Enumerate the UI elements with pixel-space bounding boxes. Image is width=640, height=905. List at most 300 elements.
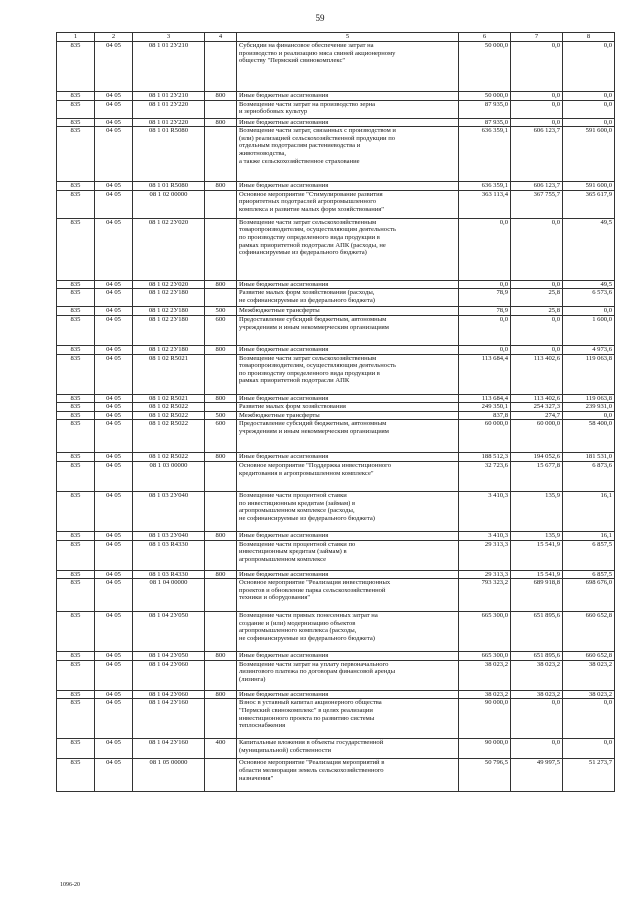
amount-year2-cell: 15 541,9: [511, 540, 563, 570]
description-line: проектов и обновление парка сельскохозяйственной: [239, 586, 386, 594]
amount-year2-cell: 0,0: [511, 100, 563, 118]
target-article-cell: 08 1 02 R5022: [133, 420, 205, 453]
target-article-cell: 08 1 02 2У180: [133, 289, 205, 307]
description-cell: [237, 280, 459, 289]
expense-type-cell: 400: [205, 739, 237, 759]
section-code-cell: 04 05: [95, 491, 133, 531]
amount-year1-cell: 78,9: [459, 307, 511, 316]
description-line: Межбюджетные трансферты: [239, 411, 320, 419]
target-article-cell: 08 1 01 R5080: [133, 182, 205, 191]
expense-type-cell: 800: [205, 570, 237, 579]
description-line: Иные бюджетные ассигнования: [239, 570, 329, 578]
description-line: Возмещение части затрат сельскохозяйственным: [239, 218, 377, 226]
amount-year2-cell: 60 000,0: [511, 420, 563, 453]
description-cell: [237, 345, 459, 354]
amount-year3-cell: 0,0: [563, 307, 615, 316]
section-code-cell: 04 05: [95, 739, 133, 759]
table-row: [57, 690, 615, 699]
header-cell: 1: [57, 33, 95, 42]
target-article-cell: 08 1 02 2У180: [133, 315, 205, 345]
amount-year2-cell: 38 023,2: [511, 660, 563, 690]
table-row: [57, 491, 615, 531]
ministry-code-cell: 835: [57, 690, 95, 699]
description-cell: [237, 100, 459, 118]
expense-type-cell: 800: [205, 394, 237, 403]
expense-type-cell: 800: [205, 92, 237, 101]
header-cell: 7: [511, 33, 563, 42]
description-line: назначения": [239, 774, 274, 782]
amount-year3-cell: 239 931,0: [563, 403, 615, 412]
target-article-cell: 08 1 01 2У220: [133, 100, 205, 118]
amount-year2-cell: 0,0: [511, 92, 563, 101]
expense-type-cell: [205, 660, 237, 690]
expense-type-cell: 800: [205, 182, 237, 191]
description-cell: [237, 403, 459, 412]
amount-year1-cell: 60 000,0: [459, 420, 511, 453]
expense-type-cell: [205, 42, 237, 92]
amount-year2-cell: 367 755,7: [511, 190, 563, 218]
amount-year2-cell: 25,8: [511, 307, 563, 316]
header-cell: 6: [459, 33, 511, 42]
section-code-cell: 04 05: [95, 531, 133, 540]
target-article-cell: 08 1 03 R4330: [133, 540, 205, 570]
description-line: техники и оборудования": [239, 594, 311, 602]
amount-year3-cell: 0,0: [563, 699, 615, 739]
expense-type-cell: [205, 218, 237, 280]
description-line: Возмещение части затрат на производство зерна: [239, 100, 376, 108]
description-cell: [237, 127, 459, 182]
ministry-code-cell: 835: [57, 491, 95, 531]
amount-year1-cell: 793 323,2: [459, 579, 511, 612]
amount-year1-cell: 636 359,1: [459, 127, 511, 182]
ministry-code-cell: 835: [57, 307, 95, 316]
amount-year1-cell: 90 000,0: [459, 699, 511, 739]
amount-year2-cell: 25,8: [511, 289, 563, 307]
section-code-cell: 04 05: [95, 354, 133, 394]
table-row: [57, 652, 615, 661]
table-row: [57, 100, 615, 118]
header-cell: 4: [205, 33, 237, 42]
description-line: кредитования в агропромышленном комплексе": [239, 469, 374, 477]
description-cell: [237, 660, 459, 690]
amount-year2-cell: 135,9: [511, 491, 563, 531]
ministry-code-cell: 835: [57, 612, 95, 652]
target-article-cell: 08 1 03 R4330: [133, 570, 205, 579]
ministry-code-cell: 835: [57, 182, 95, 191]
table-row: [57, 403, 615, 412]
table-row: [57, 118, 615, 127]
description-cell: [237, 699, 459, 739]
description-line: а также сельскохозяйственное страхование: [239, 157, 360, 165]
ministry-code-cell: 835: [57, 218, 95, 280]
description-line: Межбюджетные трансферты: [239, 307, 320, 315]
amount-year2-cell: 274,7: [511, 411, 563, 420]
amount-year2-cell: 49 997,5: [511, 759, 563, 792]
amount-year2-cell: 15 677,8: [511, 461, 563, 491]
description-line: инвестиционного проекта по развитию системы: [239, 714, 375, 722]
description-line: "Пермский свинокомплекс" в целях реализации: [239, 706, 373, 714]
amount-year3-cell: 119 063,8: [563, 354, 615, 394]
budget-table: [56, 32, 615, 792]
ministry-code-cell: 835: [57, 531, 95, 540]
description-cell: [237, 579, 459, 612]
amount-year1-cell: 29 313,3: [459, 540, 511, 570]
ministry-code-cell: 835: [57, 579, 95, 612]
description-cell: [237, 690, 459, 699]
amount-year3-cell: 6 857,5: [563, 570, 615, 579]
description-line: Предоставление субсидий бюджетным, автономным: [239, 420, 387, 428]
description-cell: [237, 354, 459, 394]
table-row: [57, 42, 615, 92]
description-line: животноводства,: [239, 149, 287, 157]
description-line: создание и (или) модернизацию объектов: [239, 619, 356, 627]
section-code-cell: 04 05: [95, 453, 133, 462]
expense-type-cell: [205, 289, 237, 307]
section-code-cell: 04 05: [95, 394, 133, 403]
section-code-cell: 04 05: [95, 403, 133, 412]
amount-year3-cell: 591 600,0: [563, 127, 615, 182]
amount-year1-cell: 665 300,0: [459, 652, 511, 661]
description-line: учреждениям и иным некоммерческим организациям: [239, 427, 389, 435]
table-row: [57, 570, 615, 579]
description-line: Иные бюджетные ассигнования: [239, 280, 329, 288]
table-row: [57, 531, 615, 540]
description-line: Развитие малых форм хозяйствования (расходы,: [239, 289, 375, 297]
amount-year2-cell: 0,0: [511, 218, 563, 280]
description-line: Возмещение части затрат на уплату первоначального: [239, 660, 389, 668]
description-line: Основное мероприятие "Реализация инвестиционных: [239, 579, 391, 587]
description-cell: [237, 289, 459, 307]
description-line: по инвестиционным кредитам (займам) в: [239, 499, 356, 507]
ministry-code-cell: 835: [57, 759, 95, 792]
ministry-code-cell: 835: [57, 420, 95, 453]
description-line: Иные бюджетные ассигнования: [239, 182, 329, 190]
amount-year1-cell: 837,8: [459, 411, 511, 420]
amount-year3-cell: 6 573,6: [563, 289, 615, 307]
description-line: отдельным подотраслям растениеводства и: [239, 142, 361, 150]
amount-year3-cell: 0,0: [563, 411, 615, 420]
section-code-cell: 04 05: [95, 759, 133, 792]
amount-year3-cell: 58 400,0: [563, 420, 615, 453]
target-article-cell: 08 1 04 2У060: [133, 660, 205, 690]
description-cell: [237, 570, 459, 579]
expense-type-cell: [205, 759, 237, 792]
section-code-cell: 04 05: [95, 540, 133, 570]
target-article-cell: 08 1 04 2У050: [133, 612, 205, 652]
expense-type-cell: 800: [205, 453, 237, 462]
amount-year1-cell: 32 723,6: [459, 461, 511, 491]
section-code-cell: 04 05: [95, 652, 133, 661]
description-cell: [237, 739, 459, 759]
description-line: Капитальные вложения в объекты государственной: [239, 739, 384, 747]
amount-year2-cell: 0,0: [511, 699, 563, 739]
amount-year3-cell: 660 652,8: [563, 652, 615, 661]
amount-year3-cell: 0,0: [563, 118, 615, 127]
section-code-cell: 04 05: [95, 420, 133, 453]
description-cell: [237, 531, 459, 540]
description-cell: [237, 612, 459, 652]
description-line: Возмещение части процентной ставки по: [239, 540, 356, 548]
description-line: не софинансируемые из федерального бюджета): [239, 514, 375, 522]
amount-year3-cell: 38 023,2: [563, 660, 615, 690]
ministry-code-cell: 835: [57, 315, 95, 345]
description-line: рамках приоритетной подотрасли АПК: [239, 377, 350, 385]
amount-year2-cell: 194 052,6: [511, 453, 563, 462]
expense-type-cell: 800: [205, 280, 237, 289]
page-number: 59: [315, 13, 325, 23]
ministry-code-cell: 835: [57, 652, 95, 661]
description-cell: [237, 42, 459, 92]
ministry-code-cell: 835: [57, 354, 95, 394]
target-article-cell: 08 1 02 2У180: [133, 345, 205, 354]
target-article-cell: 08 1 02 2У020: [133, 218, 205, 280]
amount-year1-cell: 665 300,0: [459, 612, 511, 652]
amount-year2-cell: 15 541,9: [511, 570, 563, 579]
description-line: по производству определенного вида продукции в: [239, 369, 380, 377]
description-line: области мелиорации земель сельскохозяйственного: [239, 766, 384, 774]
amount-year1-cell: 50 000,0: [459, 42, 511, 92]
ministry-code-cell: 835: [57, 100, 95, 118]
amount-year3-cell: 49,5: [563, 280, 615, 289]
amount-year3-cell: 660 652,8: [563, 612, 615, 652]
amount-year1-cell: 78,9: [459, 289, 511, 307]
table-row: [57, 289, 615, 307]
amount-year1-cell: 0,0: [459, 315, 511, 345]
description-line: товаропроизводителям, осуществляющим деятельность: [239, 226, 397, 234]
header-cell: 3: [133, 33, 205, 42]
description-cell: [237, 315, 459, 345]
section-code-cell: 04 05: [95, 570, 133, 579]
target-article-cell: 08 1 02 R5022: [133, 403, 205, 412]
table-row: [57, 345, 615, 354]
ministry-code-cell: 835: [57, 92, 95, 101]
ministry-code-cell: 835: [57, 540, 95, 570]
footer-code: 1096-20: [60, 882, 80, 888]
target-article-cell: 08 1 01 R5080: [133, 127, 205, 182]
ministry-code-cell: 835: [57, 345, 95, 354]
amount-year1-cell: 636 359,1: [459, 182, 511, 191]
ministry-code-cell: 835: [57, 190, 95, 218]
description-line: не софинансируемые из федерального бюджета): [239, 634, 375, 642]
description-line: Иные бюджетные ассигнования: [239, 531, 329, 539]
target-article-cell: 08 1 03 2У040: [133, 491, 205, 531]
description-cell: [237, 461, 459, 491]
table-row: [57, 218, 615, 280]
description-line: агропромышленного комплекса (расходы,: [239, 627, 357, 635]
amount-year2-cell: 0,0: [511, 315, 563, 345]
expense-type-cell: 600: [205, 315, 237, 345]
ministry-code-cell: 835: [57, 394, 95, 403]
description-cell: [237, 218, 459, 280]
table-row: [57, 759, 615, 792]
description-line: Субсидии на финансовое обеспечение затрат на: [239, 42, 374, 49]
ministry-code-cell: 835: [57, 118, 95, 127]
amount-year3-cell: 49,5: [563, 218, 615, 280]
description-line: лизингового платежа по договорам финансовой аренды: [239, 668, 396, 676]
description-line: Взнос в уставный капитал акционерного общества: [239, 699, 382, 707]
description-cell: [237, 759, 459, 792]
table-row: [57, 190, 615, 218]
target-article-cell: 08 1 01 2У210: [133, 42, 205, 92]
expense-type-cell: [205, 612, 237, 652]
description-cell: [237, 652, 459, 661]
ministry-code-cell: 835: [57, 453, 95, 462]
expense-type-cell: [205, 540, 237, 570]
table-row: [57, 280, 615, 289]
description-line: Иные бюджетные ассигнования: [239, 394, 329, 402]
description-cell: [237, 182, 459, 191]
table-row: [57, 612, 615, 652]
amount-year3-cell: 698 676,0: [563, 579, 615, 612]
description-line: агропромышленном комплексе (расходы,: [239, 507, 355, 515]
description-line: Возмещение части процентной ставки: [239, 491, 347, 499]
description-cell: [237, 118, 459, 127]
amount-year3-cell: 365 617,9: [563, 190, 615, 218]
amount-year1-cell: 29 313,3: [459, 570, 511, 579]
header-cell: 5: [237, 33, 459, 42]
amount-year1-cell: 38 023,2: [459, 690, 511, 699]
expense-type-cell: [205, 190, 237, 218]
description-cell: [237, 307, 459, 316]
amount-year2-cell: 689 918,8: [511, 579, 563, 612]
amount-year3-cell: 6 873,6: [563, 461, 615, 491]
description-cell: [237, 411, 459, 420]
section-code-cell: 04 05: [95, 218, 133, 280]
section-code-cell: 04 05: [95, 182, 133, 191]
amount-year2-cell: 113 402,6: [511, 394, 563, 403]
header-row: [57, 33, 615, 42]
target-article-cell: 08 1 04 00000: [133, 579, 205, 612]
description-line: рамках приоритетной подотрасли АПК (расходы, не: [239, 241, 386, 249]
description-line: по производству определенного вида продукции в: [239, 233, 380, 241]
section-code-cell: 04 05: [95, 289, 133, 307]
target-article-cell: 08 1 04 2У050: [133, 652, 205, 661]
expense-type-cell: 800: [205, 531, 237, 540]
amount-year1-cell: 0,0: [459, 218, 511, 280]
target-article-cell: 08 1 02 R5022: [133, 411, 205, 420]
table-row: [57, 540, 615, 570]
ministry-code-cell: 835: [57, 42, 95, 92]
description-cell: [237, 453, 459, 462]
amount-year2-cell: 135,9: [511, 531, 563, 540]
description-line: товаропроизводителям, осуществляющим деятельность: [239, 362, 397, 370]
description-line: (или) реализацией сельскохозяйственной продукции по: [239, 134, 396, 142]
header-cell: 8: [563, 33, 615, 42]
amount-year2-cell: 38 023,2: [511, 690, 563, 699]
table-row: [57, 182, 615, 191]
description-line: Иные бюджетные ассигнования: [239, 652, 329, 660]
ministry-code-cell: 835: [57, 461, 95, 491]
table-row: [57, 92, 615, 101]
target-article-cell: 08 1 04 2У060: [133, 690, 205, 699]
amount-year1-cell: 38 023,2: [459, 660, 511, 690]
table-row: [57, 699, 615, 739]
section-code-cell: 04 05: [95, 461, 133, 491]
target-article-cell: 08 1 02 00000: [133, 190, 205, 218]
amount-year3-cell: 591 600,0: [563, 182, 615, 191]
amount-year2-cell: 113 402,6: [511, 354, 563, 394]
target-article-cell: 08 1 02 R5021: [133, 394, 205, 403]
amount-year2-cell: 0,0: [511, 118, 563, 127]
section-code-cell: 04 05: [95, 127, 133, 182]
target-article-cell: 08 1 02 R5022: [133, 453, 205, 462]
description-line: Возмещение части прямых понесенных затрат на: [239, 612, 378, 620]
target-article-cell: 08 1 02 2У180: [133, 307, 205, 316]
expense-type-cell: 600: [205, 420, 237, 453]
description-line: Иные бюджетные ассигнования: [239, 118, 329, 126]
description-line: и зернобобовых культур: [239, 108, 308, 116]
expense-type-cell: 500: [205, 411, 237, 420]
description-line: Предоставление субсидий бюджетным, автономным: [239, 315, 387, 323]
amount-year2-cell: 651 895,6: [511, 612, 563, 652]
ministry-code-cell: 835: [57, 699, 95, 739]
expense-type-cell: [205, 403, 237, 412]
expense-type-cell: [205, 491, 237, 531]
amount-year2-cell: 651 895,6: [511, 652, 563, 661]
amount-year2-cell: 606 123,7: [511, 127, 563, 182]
table-row: [57, 461, 615, 491]
amount-year1-cell: 50 796,5: [459, 759, 511, 792]
amount-year1-cell: 87 935,0: [459, 100, 511, 118]
section-code-cell: 04 05: [95, 699, 133, 739]
description-line: производство и реализацию мяса свиней акционерному: [239, 49, 396, 57]
description-line: учреждениям и иным некоммерческим организациям: [239, 323, 389, 331]
amount-year1-cell: 50 000,0: [459, 92, 511, 101]
table-row: [57, 660, 615, 690]
table-row: [57, 394, 615, 403]
table-row: [57, 739, 615, 759]
description-cell: [237, 491, 459, 531]
description-cell: [237, 420, 459, 453]
description-line: (муниципальной) собственности: [239, 746, 332, 754]
amount-year3-cell: 51 273,7: [563, 759, 615, 792]
expense-type-cell: [205, 579, 237, 612]
amount-year1-cell: 113 684,4: [459, 354, 511, 394]
amount-year3-cell: 0,0: [563, 42, 615, 92]
amount-year3-cell: 0,0: [563, 92, 615, 101]
expense-type-cell: 500: [205, 307, 237, 316]
section-code-cell: 04 05: [95, 579, 133, 612]
table-row: [57, 127, 615, 182]
section-code-cell: 04 05: [95, 660, 133, 690]
amount-year1-cell: 249 350,1: [459, 403, 511, 412]
amount-year2-cell: 254 327,3: [511, 403, 563, 412]
description-line: обществу "Пермский свинокомплекс": [239, 57, 346, 65]
expense-type-cell: 800: [205, 118, 237, 127]
amount-year3-cell: 1 600,0: [563, 315, 615, 345]
amount-year3-cell: 38 023,2: [563, 690, 615, 699]
target-article-cell: 08 1 05 00000: [133, 759, 205, 792]
expense-type-cell: 800: [205, 652, 237, 661]
section-code-cell: 04 05: [95, 315, 133, 345]
target-article-cell: 08 1 02 2У020: [133, 280, 205, 289]
description-line: софинансируемые из федерального бюджета): [239, 249, 367, 257]
ministry-code-cell: 835: [57, 127, 95, 182]
expense-type-cell: [205, 100, 237, 118]
table-row: [57, 315, 615, 345]
table-row: [57, 579, 615, 612]
section-code-cell: 04 05: [95, 42, 133, 92]
description-line: Основное мероприятие "Поддержка инвестиционного: [239, 461, 392, 469]
description-line: (лизинга): [239, 675, 266, 683]
amount-year3-cell: 0,0: [563, 100, 615, 118]
section-code-cell: 04 05: [95, 280, 133, 289]
description-line: агропромышленном комплексе: [239, 555, 327, 563]
header-cell: 2: [95, 33, 133, 42]
section-code-cell: 04 05: [95, 612, 133, 652]
amount-year3-cell: 4 973,6: [563, 345, 615, 354]
description-line: теплоснабжения: [239, 722, 286, 730]
